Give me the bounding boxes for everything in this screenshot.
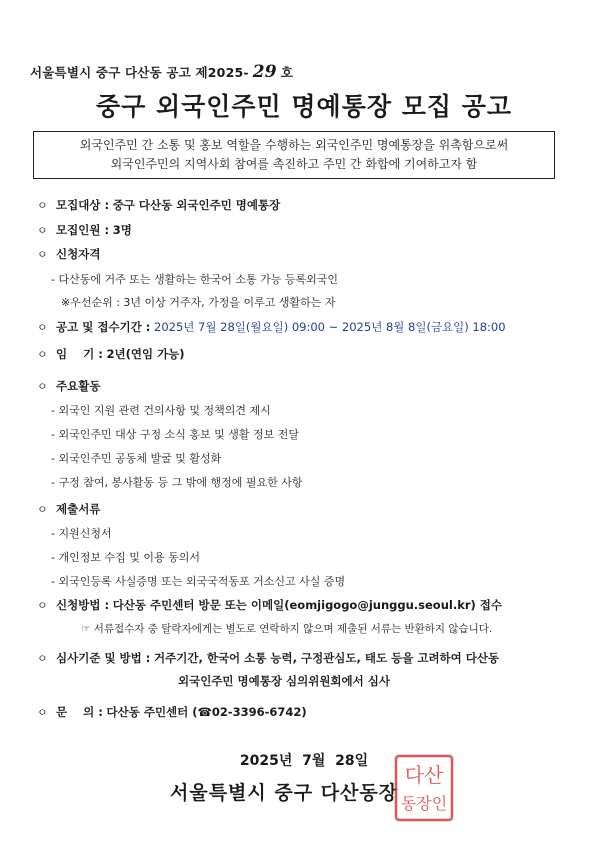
activity-text: 외국인주민 대상 구정 소식 홍보 및 생활 정보 전달 [58, 428, 299, 441]
inquiry-label: 문 의 : [56, 705, 103, 719]
dash: - [51, 404, 55, 417]
bullet-icon: ㅇ [37, 503, 48, 516]
period-label: 공고 및 접수기간 : [56, 320, 151, 334]
bullet-icon: ㅇ [37, 599, 48, 612]
term-item [37, 346, 185, 362]
period-item [37, 319, 506, 335]
review-line-2: 외국인주민 명예통장 심의위원회에서 심사 [178, 674, 390, 688]
count-label: 모집인원 : [56, 223, 110, 237]
eligibility-item [37, 246, 100, 262]
official-seal-icon [392, 752, 456, 824]
activity-text: 외국인 지원 관련 건의사항 및 정책의견 제시 [58, 404, 271, 417]
document-text: 지원신청서 [58, 527, 112, 540]
list-item [51, 549, 200, 565]
list-item [51, 402, 271, 418]
bullet-icon: ㅇ [37, 652, 48, 665]
bullet-icon: ㅇ [37, 248, 48, 261]
bullet-icon: ㅇ [37, 706, 48, 719]
eligibility-text: 다산동에 거주 또는 생활하는 한국어 소통 가능 등록외국인 [58, 273, 338, 286]
list-item [51, 426, 299, 442]
documents-item [37, 501, 100, 517]
seal-line-2: 동장인 [400, 794, 448, 813]
period-value: 2025년 7월 28일(월요일) 09:00 ~ 2025년 8월 8일(금요일) 18:00 [154, 320, 506, 334]
dash: - [51, 273, 55, 286]
dash: - [51, 428, 55, 441]
inquiry-value: 다산동 주민센터 (☎02-3396-6742) [106, 705, 307, 719]
issuer-name: 서울특별시 중구 다산동장 [170, 782, 399, 804]
target-item [37, 197, 280, 213]
review-label: 심사기준 및 방법 : [56, 651, 151, 665]
bullet-icon: ㅇ [37, 199, 48, 212]
eligibility-requirement [51, 271, 338, 287]
review-item [37, 650, 499, 666]
list-item [51, 525, 112, 541]
inquiry-item [37, 704, 307, 720]
list-item [51, 474, 302, 490]
bullet-icon: ㅇ [37, 348, 48, 361]
list-item [51, 450, 221, 466]
count-value: 3명 [112, 223, 132, 237]
document-text: 외국인등록 사실증명 또는 외국국적동포 거소신고 사실 증명 [58, 575, 346, 588]
method-note: ☞ 서류접수자 중 탈락자에게는 별도로 연락하지 않으며 제출된 서류는 반환하지 않습니다. [81, 623, 493, 635]
activities-label: 주요활동 [56, 379, 101, 393]
review-line-2-row [178, 673, 390, 689]
activities-item [37, 378, 100, 394]
dash: - [51, 575, 55, 588]
document-text: 개인정보 수집 및 이용 동의서 [58, 551, 200, 564]
method-value: 다산동 주민센터 방문 또는 이메일(eomjigogo@junggu.seoul.kr) 접수 [112, 598, 503, 612]
page-title: 중구 외국인주민 명예통장 모집 공고 [95, 92, 513, 121]
notice-number [30, 62, 293, 82]
purpose-line-2: 외국인주민의 지역사회 참여를 촉진하고 주민 간 화합에 기여하고자 함 [110, 157, 478, 171]
bullet-icon: ㅇ [37, 380, 48, 393]
target-label: 모집대상 : [56, 198, 110, 212]
dash: - [51, 476, 55, 489]
list-item [51, 573, 345, 589]
eligibility-priority-note: ※우선순위 : 3년 이상 거주자, 가정을 이루고 생활하는 자 [61, 296, 336, 309]
dash: - [51, 551, 55, 564]
bullet-icon: ㅇ [37, 321, 48, 334]
notice-date: 2025년 7월 28일 [239, 753, 369, 769]
documents-label: 제출서류 [56, 502, 101, 516]
purpose-line-1: 외국인주민 간 소통 및 홍보 역할을 수행하는 외국인주민 명예통장을 위촉함으로써 [79, 138, 509, 152]
purpose-box [33, 131, 555, 179]
activity-text: 외국인주민 공동체 발굴 및 활성화 [58, 452, 222, 465]
seal-line-1: 다산 [404, 763, 444, 787]
count-item [37, 222, 132, 238]
dash: - [51, 527, 55, 540]
eligibility-label: 신청자격 [56, 247, 101, 261]
method-label: 신청방법 : [56, 598, 110, 612]
term-value: 2년(연임 가능) [106, 347, 185, 361]
method-item [37, 597, 502, 613]
term-label: 임 기 : [56, 347, 103, 361]
bullet-icon: ㅇ [37, 224, 48, 237]
notice-number-prefix: 서울특별시 중구 다산동 공고 제2025- [30, 65, 249, 80]
activity-text: 구정 참여, 봉사활동 등 그 밖에 행정에 필요한 사항 [58, 476, 303, 489]
dash: - [51, 452, 55, 465]
review-line-1: 거주기간, 한국어 소통 능력, 구정관심도, 태도 등을 고려하여 다산동 [154, 651, 500, 665]
target-value: 중구 다산동 외국인주민 명예통장 [112, 198, 281, 212]
notice-number-suffix: 호 [280, 65, 294, 80]
notice-number-handwritten: 29 [252, 62, 277, 82]
